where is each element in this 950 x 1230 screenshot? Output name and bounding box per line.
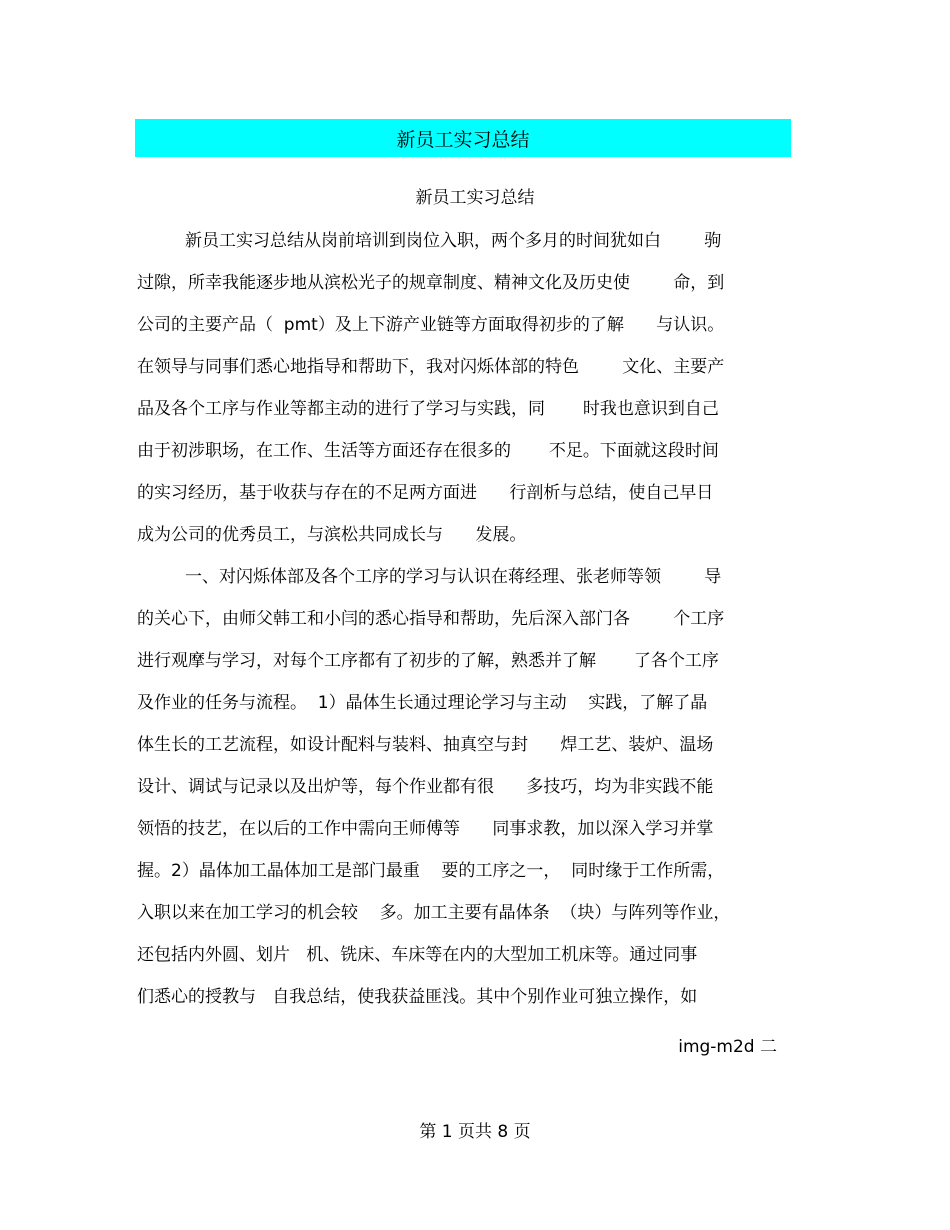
paragraph-2-line-8: 握。2）晶体加工晶体加工是部门最重 要的工序之一， 同时缘于工作所需， <box>137 861 725 881</box>
page-indicator: 第 1 页共 8 页 <box>419 1122 531 1142</box>
trailing-text: img-m2d 二 <box>678 1037 777 1057</box>
paragraph-2-line-1: 一、对闪烁体部及各个工序的学习与认识在蒋经理、张老师等领 导 <box>185 567 722 587</box>
paragraph-1-line-3: 公司的主要产品（ pmt）及上下游产业链等方面取得初步的了解 与认识。 <box>137 315 725 335</box>
paragraph-1-line-6: 由于初涉职场，在工作、生活等方面还存在很多的 不足。下面就这段时间 <box>137 441 719 461</box>
paragraph-1-line-8: 成为公司的优秀员工，与滨松共同成长与 发展。 <box>137 525 527 545</box>
paragraph-2-line-11: 们悉心的授教与 自我总结，使我获益匪浅。其中个别作业可独立操作，如 <box>137 987 698 1007</box>
paragraph-2-line-10: 还包括内外圆、划片 机、铣床、车床等在内的大型加工机床等。通过同事 <box>137 945 698 965</box>
paragraph-2-line-7: 领悟的技艺，在以后的工作中需向王师傅等 同事求教，加以深入学习并掌 <box>137 819 714 839</box>
paragraph-2-line-4: 及作业的任务与流程。 1）晶体生长通过理论学习与主动 实践，了解了晶 <box>137 693 708 713</box>
paragraph-1-line-2: 过隙，所幸我能逐步地从滨松光子的规章制度、精神文化及历史使 命，到 <box>137 273 725 293</box>
paragraph-2-line-9: 入职以来在加工学习的机会较 多。加工主要有晶体条 （块）与阵列等作业， <box>137 903 731 923</box>
paragraph-1-line-5: 品及各个工序与作业等都主动的进行了学习与实践，同 时我也意识到自己 <box>137 399 719 419</box>
paragraph-2-line-6: 设计、调试与记录以及出炉等，每个作业都有很 多技巧，均为非实践不能 <box>137 777 714 797</box>
paragraph-1-line-7: 的实习经历，基于收获与存在的不足两方面进 行剖析与总结，使自己早日 <box>137 483 714 503</box>
paragraph-2-line-3: 进行观摩与学习，对每个工序都有了初步的了解，熟悉并了解 了各个工序 <box>137 651 719 671</box>
paragraph-1-line-1: 新员工实习总结从岗前培训到岗位入职，两个多月的时间犹如白 驹 <box>185 231 722 251</box>
paragraph-1-line-4: 在领导与同事们悉心地指导和帮助下，我对闪烁体部的特色 文化、主要产 <box>137 357 725 377</box>
paragraph-2-line-2: 的关心下，由师父韩工和小闫的悉心指导和帮助，先后深入部门各 个工序 <box>137 609 725 629</box>
banner-title: 新员工实习总结 <box>396 128 530 151</box>
document-subtitle: 新员工实习总结 <box>415 188 535 208</box>
paragraph-2-line-5: 体生长的工艺流程，如设计配料与装料、抽真空与封 焊工艺、装炉、温场 <box>137 735 714 755</box>
document-title-banner <box>135 119 791 157</box>
